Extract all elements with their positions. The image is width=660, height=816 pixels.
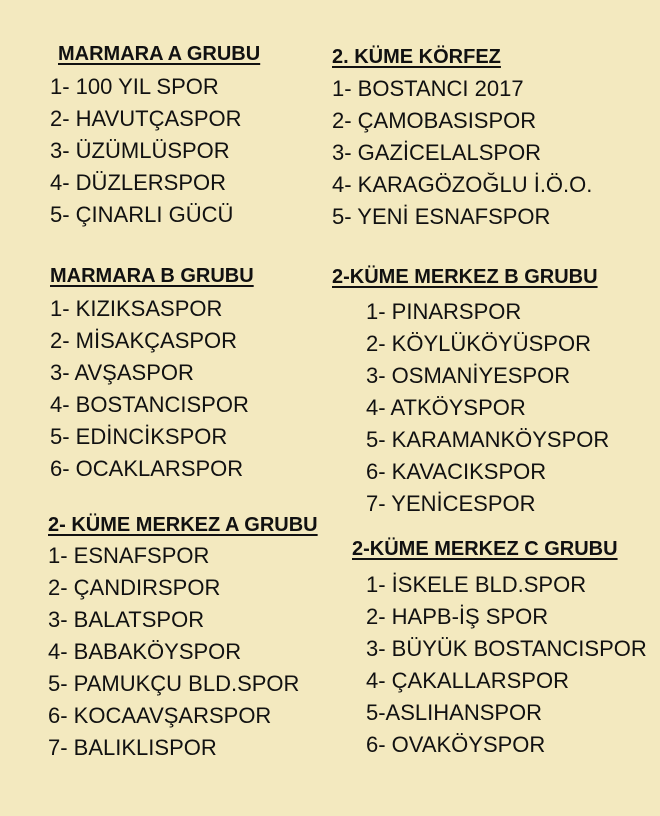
team-item: 2- ÇANDIRSPOR [48,575,221,600]
group-title: 2. KÜME KÖRFEZ [332,46,501,68]
group-marmara-a [58,42,260,71]
team-item: 4- BABAKÖYSPOR [48,639,242,664]
group-title: 2- KÜME MERKEZ A GRUBU [48,514,318,536]
team-item: 3- BALATSPOR [48,607,205,632]
group-korfez [332,45,501,74]
team-item: 6- OVAKÖYSPOR [366,732,546,757]
team-item: 4- ATKÖYSPOR [366,395,526,420]
group-marmara-a-list [50,71,242,231]
group-marmara-b-list [50,293,249,485]
team-item: 1- İSKELE BLD.SPOR [366,572,587,597]
team-item: 5- PAMUKÇU BLD.SPOR [48,671,300,696]
team-item: 3- GAZİCELALSPOR [332,140,542,165]
team-item: 7- YENİCESPOR [366,491,536,516]
team-item: 6- KAVACIKSPOR [366,459,547,484]
team-item: 4- BOSTANCISPOR [50,392,249,417]
group-title: MARMARA B GRUBU [50,265,254,287]
team-item: 2- MİSAKÇASPOR [50,328,238,353]
team-item: 3- AVŞASPOR [50,360,194,385]
team-item: 7- BALIKLISPOR [48,735,217,760]
group-title: 2-KÜME MERKEZ C GRUBU [352,538,618,560]
team-item: 2- HAPB-İŞ SPOR [366,604,549,629]
team-item: 5- EDİNCİKSPOR [50,424,228,449]
team-item: 1- ESNAFSPOR [48,543,210,568]
group-merkez-b-list [366,296,609,520]
team-item: 1- 100 YIL SPOR [50,74,219,99]
group-merkez-c [352,537,618,566]
team-item: 6- KOCAAVŞARSPOR [48,703,272,728]
team-item: 1- KIZIKSASPOR [50,296,223,321]
team-item: 5- ÇINARLI GÜCÜ [50,202,234,227]
group-korfez-list [332,73,592,233]
team-item: 4- ÇAKALLARSPOR [366,668,569,693]
team-item: 2- ÇAMOBASISPOR [332,108,537,133]
team-item: 4- KARAGÖZOĞLU İ.Ö.O. [332,172,593,197]
team-item: 4- DÜZLERSPOR [50,170,227,195]
team-item: 5- KARAMANKÖYSPOR [366,427,610,452]
team-item: 3- ÜZÜMLÜSPOR [50,138,230,163]
group-merkez-b [332,265,598,294]
group-marmara-b [50,264,254,293]
group-merkez-c-list [366,569,647,761]
group-title: MARMARA A GRUBU [58,43,261,65]
team-item: 3- BÜYÜK BOSTANCISPOR [366,636,647,661]
team-item: 1- PINARSPOR [366,299,522,324]
team-item: 5-ASLIHANSPOR [366,700,543,725]
team-item: 1- BOSTANCI 2017 [332,76,524,101]
team-item: 6- OCAKLARSPOR [50,456,244,481]
team-item: 5- YENİ ESNAFSPOR [332,204,551,229]
team-item: 2- HAVUTÇASPOR [50,106,242,131]
group-merkez-a-list [48,540,299,764]
team-item: 2- KÖYLÜKÖYÜSPOR [366,331,591,356]
team-item: 3- OSMANİYESPOR [366,363,571,388]
group-merkez-a [48,513,318,542]
group-title: 2-KÜME MERKEZ B GRUBU [332,266,598,288]
